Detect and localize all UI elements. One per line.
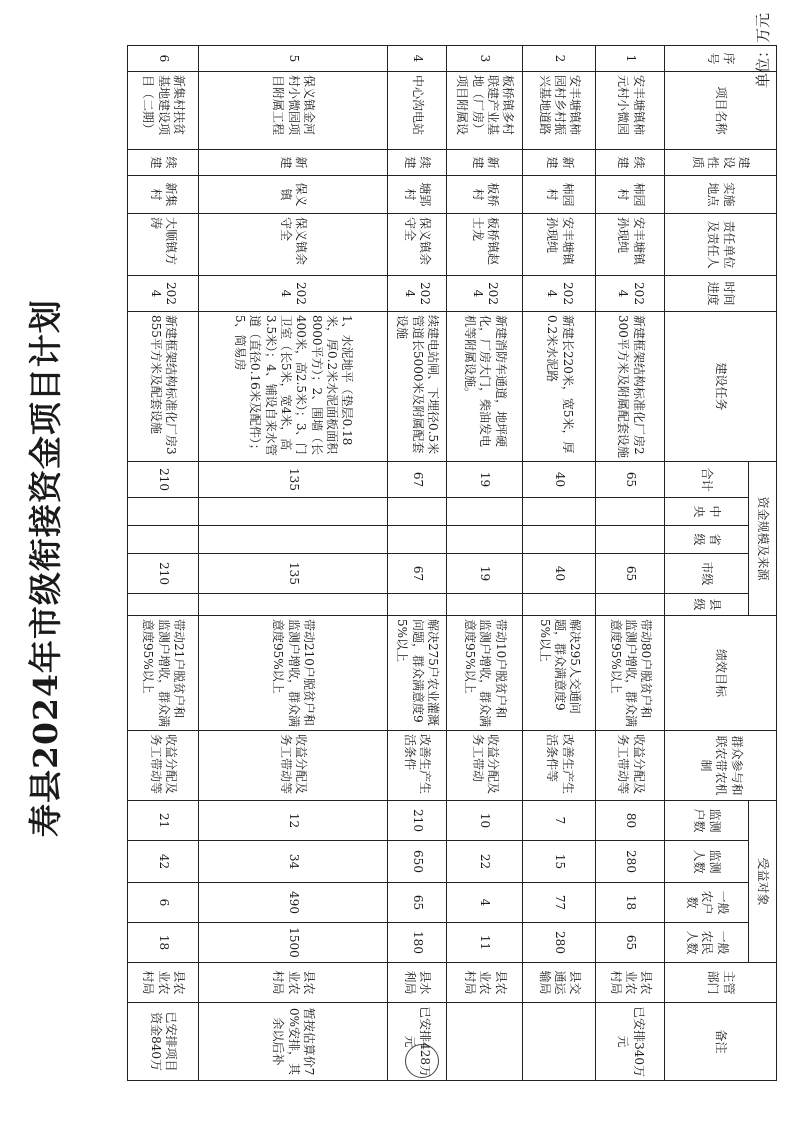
cell-general-households: 490 (198, 883, 387, 923)
table-row (447, 46, 523, 1081)
cell-location: 塘郢村 (388, 176, 447, 214)
cell-city: 67 (388, 554, 447, 594)
cell-central (596, 498, 665, 526)
cell-department: 县水利局 (388, 963, 447, 1003)
cell-content: 新建长220米，宽5米，厚0.2米水泥路 (523, 312, 596, 462)
table-row (523, 46, 596, 1081)
cell-monitored-households: 210 (388, 801, 447, 841)
cell-content: 新建框架结构标准化厂房2300平方米及附属配套设施 (596, 312, 665, 462)
cell-mechanism: 收益分配及务工带动等 (596, 731, 665, 801)
header-name: 项目名称 (665, 72, 777, 150)
cell-seq: 3 (447, 46, 523, 72)
cell-total: 210 (128, 462, 199, 498)
cell-city: 40 (523, 554, 596, 594)
cell-provincial (128, 526, 199, 554)
cell-seq: 4 (388, 46, 447, 72)
cell-schedule: 2024 (388, 276, 447, 312)
cell-responsible: 大顺镇方涛 (128, 214, 199, 276)
header-goal: 绩效目标 (665, 616, 777, 731)
header-city: 市级 (665, 554, 749, 594)
cell-general-people: 18 (128, 923, 199, 963)
cell-nature: 新建 (447, 150, 523, 176)
cell-department: 县交通运输局 (523, 963, 596, 1003)
cell-general-people: 11 (447, 923, 523, 963)
cell-seq: 6 (128, 46, 199, 72)
cell-general-people: 65 (596, 923, 665, 963)
cell-total: 135 (198, 462, 387, 498)
cell-content: 新建消防车通道，地坪硬化，厂房大门，柴油发电机等附属设施。 (447, 312, 523, 462)
cell-seq: 2 (523, 46, 596, 72)
cell-county (128, 594, 199, 616)
cell-nature: 续建 (128, 150, 199, 176)
cell-location: 保义镇 (198, 176, 387, 214)
cell-provincial (596, 526, 665, 554)
header-general-people: 一般农民人数 (665, 923, 749, 963)
cell-city: 135 (198, 554, 387, 594)
cell-monitored-people: 22 (447, 841, 523, 883)
header-remark: 备注 (665, 1003, 777, 1081)
table-row (128, 46, 199, 1081)
cell-goal: 带动10户脱贫户和监测户增收，群众满意度95%以上 (447, 616, 523, 731)
table-row (388, 46, 447, 1081)
cell-total: 65 (596, 462, 665, 498)
cell-responsible: 安丰塘镇孙现纯 (523, 214, 596, 276)
cell-general-people: 280 (523, 923, 596, 963)
cell-monitored-households: 80 (596, 801, 665, 841)
cell-total: 19 (447, 462, 523, 498)
header-schedule: 时间进度 (665, 276, 777, 312)
header-general-households: 一般农户数 (665, 883, 749, 923)
header-mechanism: 群众参与和联农带农机制 (665, 731, 777, 801)
cell-remark: 已安排428万元 (388, 1003, 447, 1081)
cell-central (198, 498, 387, 526)
header-provincial: 省级 (665, 526, 749, 554)
cell-goal: 带动21户脱贫户和监测户增收，群众满意度95%以上 (128, 616, 199, 731)
header-responsible: 责任单位及责任人 (665, 214, 777, 276)
cell-name: 保义镇金河村小微园项目附属工程 (198, 72, 387, 150)
cell-name: 安丰塘镇柿园村乡村振兴基地道路 (523, 72, 596, 150)
header-funds-group: 资金规模及来源 (749, 462, 777, 616)
unit-label: 单位：万元 (754, 12, 772, 88)
cell-responsible: 板桥镇赵士龙 (447, 214, 523, 276)
cell-remark (447, 1003, 523, 1081)
cell-general-households: 77 (523, 883, 596, 923)
header-county: 县级 (665, 594, 749, 616)
cell-location: 新集村 (128, 176, 199, 214)
cell-monitored-people: 650 (388, 841, 447, 883)
cell-monitored-households: 12 (198, 801, 387, 841)
header-central: 中央 (665, 498, 749, 526)
cell-responsible: 保义镇余守全 (198, 214, 387, 276)
cell-monitored-people: 15 (523, 841, 596, 883)
cell-general-people: 1500 (198, 923, 387, 963)
cell-central (523, 498, 596, 526)
cell-goal: 解决295人交通问题，群众满意度95%以上 (523, 616, 596, 731)
header-total: 合计 (665, 462, 749, 498)
cell-name: 安丰塘镇柿元村小微园 (596, 72, 665, 150)
cell-county (523, 594, 596, 616)
header-monitored-households: 监测户数 (665, 801, 749, 841)
cell-general-households: 65 (388, 883, 447, 923)
cell-department: 县农业农村局 (128, 963, 199, 1003)
cell-provincial (447, 526, 523, 554)
cell-mechanism: 改善生产生活条件 (388, 731, 447, 801)
table-row (198, 46, 387, 1081)
cell-total: 67 (388, 462, 447, 498)
cell-city: 210 (128, 554, 199, 594)
cell-general-people: 180 (388, 923, 447, 963)
cell-central (128, 498, 199, 526)
cell-provincial (523, 526, 596, 554)
header-location: 实施地点 (665, 176, 777, 214)
cell-mechanism: 改善生产生活条件等 (523, 731, 596, 801)
cell-nature: 续建 (596, 150, 665, 176)
cell-general-households: 18 (596, 883, 665, 923)
cell-county (198, 594, 387, 616)
cell-mechanism: 收益分配及务工带动等 (198, 731, 387, 801)
cell-city: 65 (596, 554, 665, 594)
cell-nature: 新建 (523, 150, 596, 176)
cell-goal: 解决275户农业灌溉问题，群众满意度95%以上 (388, 616, 447, 731)
cell-remark (523, 1003, 596, 1081)
cell-content: 1、水泥地平（垫层0.18米，厚0.2米水泥面板面积8000平方）；2、围墙（长400米，高2.5米）；3、门卫室（长5米，宽4米，高3.5米）；4、铺设自来水管道（直径0.16米及配件）；5、简易房 (198, 312, 387, 462)
cell-central (447, 498, 523, 526)
cell-remark: 暂按估算价70%安排，其余以后补 (198, 1003, 387, 1081)
cell-provincial (198, 526, 387, 554)
cell-mechanism: 收益分配及务工带动 (447, 731, 523, 801)
cell-name: 中心沟电站 (388, 72, 447, 150)
header-beneficiaries-group: 受益对象 (749, 801, 777, 963)
cell-monitored-households: 21 (128, 801, 199, 841)
cell-responsible: 保义镇余守全 (388, 214, 447, 276)
cell-monitored-people: 42 (128, 841, 199, 883)
cell-location: 板桥村 (447, 176, 523, 214)
header-nature: 建设性质 (665, 150, 777, 176)
cell-content: 续建电站闸、下埋径0.5米管道长5000米及附属配套设施 (388, 312, 447, 462)
cell-total: 40 (523, 462, 596, 498)
cell-name: 新集村扶贫基地建设项目（二期） (128, 72, 199, 150)
cell-provincial (388, 526, 447, 554)
cell-seq: 1 (596, 46, 665, 72)
cell-location: 柿园村 (596, 176, 665, 214)
cell-remark: 已安排项目资金840万 (128, 1003, 199, 1081)
cell-schedule: 2024 (198, 276, 387, 312)
cell-central (388, 498, 447, 526)
cell-responsible: 安丰塘镇孙现纯 (596, 214, 665, 276)
cell-monitored-people: 34 (198, 841, 387, 883)
cell-remark: 已安排340万元 (596, 1003, 665, 1081)
cell-location: 柿园村 (523, 176, 596, 214)
project-plan-table (127, 45, 777, 1080)
cell-department: 县农业农村局 (447, 963, 523, 1003)
cell-department: 县农业农村局 (198, 963, 387, 1003)
cell-schedule: 2024 (128, 276, 199, 312)
cell-general-households: 6 (128, 883, 199, 923)
cell-monitored-people: 280 (596, 841, 665, 883)
cell-goal: 带动80户脱贫户和监测户增收，群众满意度95%以上 (596, 616, 665, 731)
cell-county (596, 594, 665, 616)
cell-department: 县农业农村局 (596, 963, 665, 1003)
cell-county (388, 594, 447, 616)
header-seq: 序号 (665, 46, 777, 72)
cell-general-households: 4 (447, 883, 523, 923)
cell-city: 19 (447, 554, 523, 594)
page-title: 寿县2024年市级衔接资金项目计划 (26, 299, 65, 837)
cell-nature: 新建 (198, 150, 387, 176)
cell-monitored-households: 10 (447, 801, 523, 841)
cell-goal: 带动210户脱贫户和监测户增收，群众满意度95%以上 (198, 616, 387, 731)
header-content: 建设任务 (665, 312, 777, 462)
cell-monitored-households: 7 (523, 801, 596, 841)
cell-nature: 续建 (388, 150, 447, 176)
cell-content: 新建框架结构标准化厂房3855平方米及配套设施 (128, 312, 199, 462)
cell-seq: 5 (198, 46, 387, 72)
cell-mechanism: 收益分配及务工带动等 (128, 731, 199, 801)
header-department: 主管部门 (665, 963, 777, 1003)
cell-schedule: 2024 (596, 276, 665, 312)
cell-county (447, 594, 523, 616)
header-monitored-people: 监测人数 (665, 841, 749, 883)
table-row (596, 46, 665, 1081)
cell-schedule: 2024 (523, 276, 596, 312)
cell-name: 板桥镇多村联建产业基地（厂房）项目附属设 (447, 72, 523, 150)
cell-schedule: 2024 (447, 276, 523, 312)
